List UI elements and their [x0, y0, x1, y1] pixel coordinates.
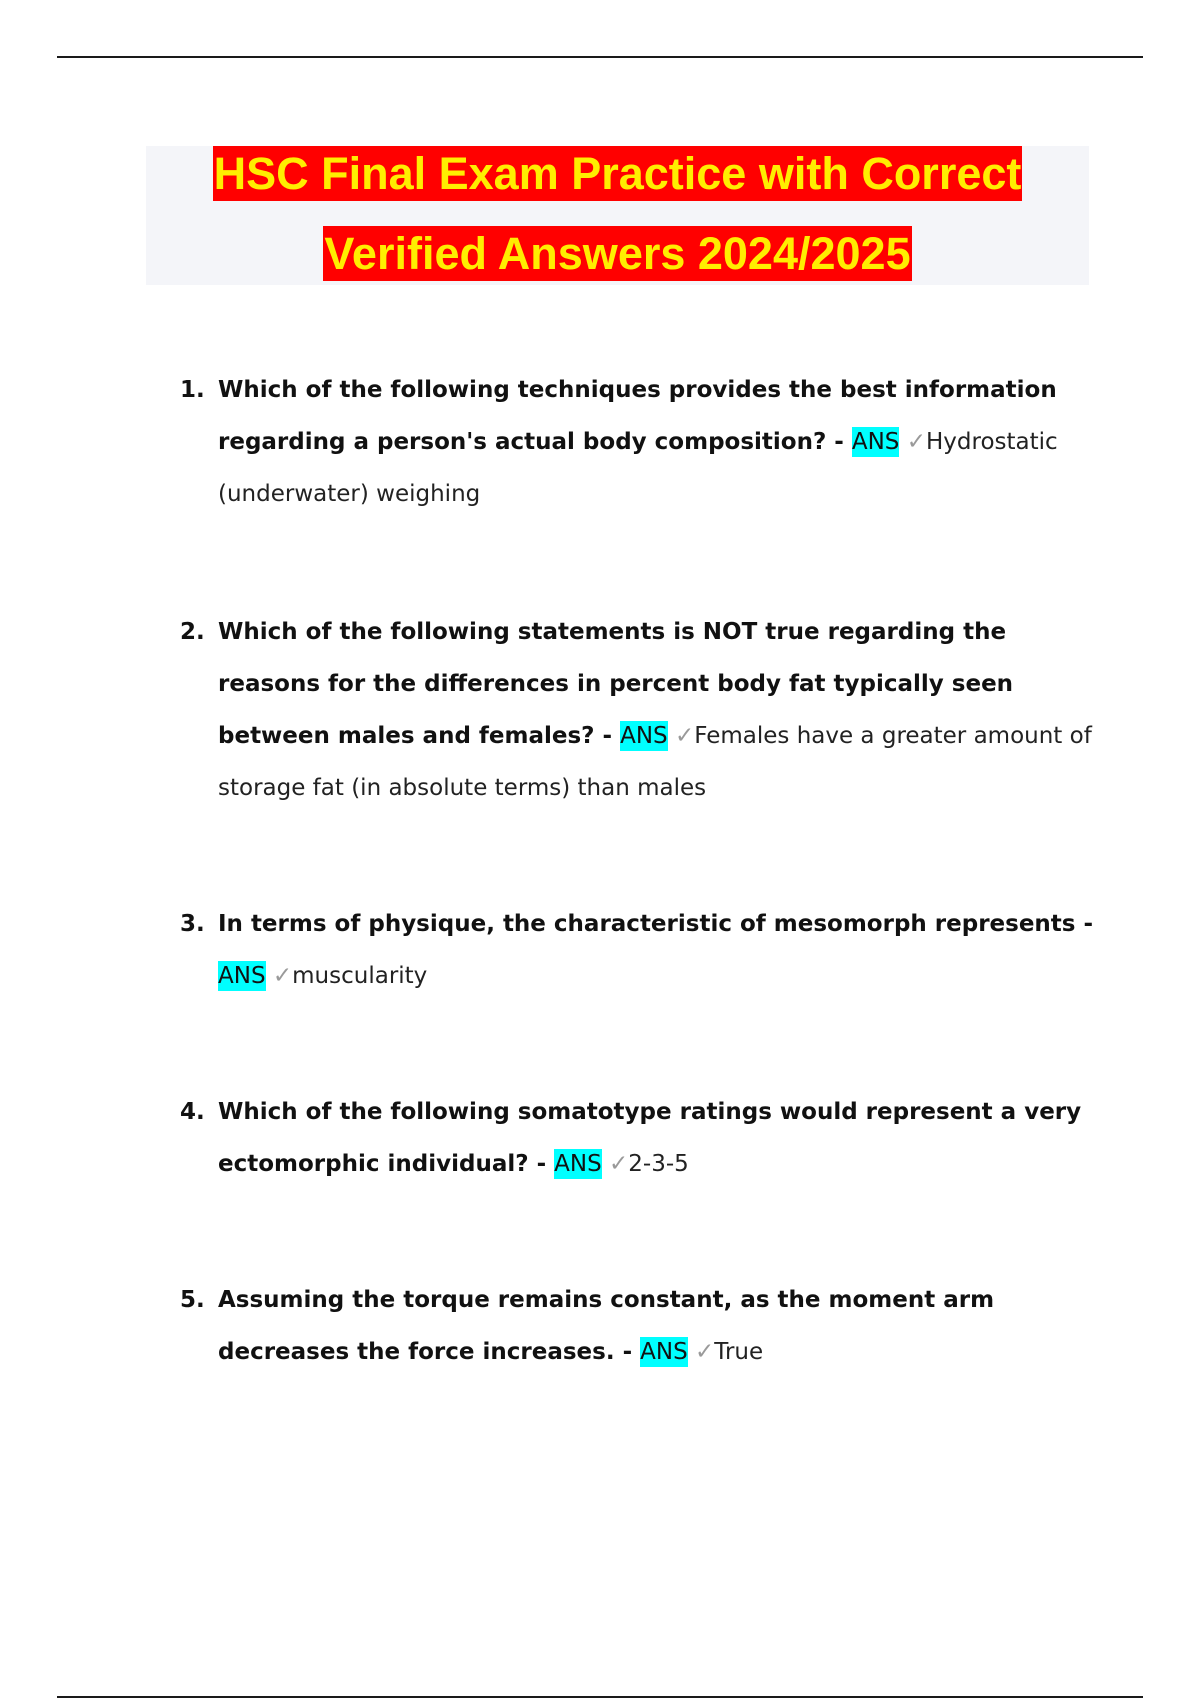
bottom-rule — [57, 1696, 1143, 1698]
question-number: 3. — [180, 911, 205, 937]
question-text: Assuming the torque remains constant, as the moment arm decreases the force increases. - — [218, 1287, 995, 1365]
check-icon: ✓ — [906, 429, 926, 455]
question-item — [180, 1274, 1100, 1378]
answer-tag: ANS — [851, 429, 900, 455]
question-item — [180, 364, 1100, 520]
question-number: 2. — [180, 619, 205, 645]
question-item — [180, 898, 1100, 1002]
answer-text: muscularity — [292, 963, 428, 989]
check-icon: ✓ — [695, 1339, 715, 1365]
answer-tag: ANS — [218, 963, 266, 989]
question-text: In terms of physique, the characteristic of mesomorph represents - — [218, 911, 1094, 937]
answer-tag: ANS — [554, 1151, 602, 1177]
answer-text: True — [714, 1339, 764, 1365]
question-text: Which of the following statements is NOT true regarding the reasons for the differences in percent body fat typically seen between males and females? - — [218, 619, 1014, 749]
check-icon: ✓ — [609, 1151, 629, 1177]
top-rule — [57, 56, 1143, 58]
answer-text: Females have a greater amount of storage fat (in absolute terms) than males — [218, 723, 1092, 801]
question-item — [180, 606, 1100, 814]
question-item — [180, 1086, 1100, 1190]
question-number: 5. — [180, 1287, 205, 1313]
answer-text: 2-3-5 — [628, 1151, 689, 1177]
question-number: 1. — [180, 377, 205, 403]
title-line-2 — [146, 226, 1089, 285]
question-text: Which of the following techniques provides the best information regarding a person's actual body composition? - — [218, 377, 1057, 455]
question-number: 4. — [180, 1099, 205, 1125]
title-line-2-text: Verified Answers 2024/2025 — [324, 228, 911, 279]
title-line-1-text: HSC Final Exam Practice with Correct — [213, 148, 1022, 199]
answer-text: Hydrostatic (underwater) weighing — [218, 429, 1058, 507]
answer-tag: ANS — [640, 1339, 688, 1365]
question-list — [180, 364, 1100, 1378]
document-title — [146, 146, 1089, 285]
answer-tag: ANS — [620, 723, 668, 749]
title-line-1 — [146, 146, 1089, 226]
check-icon: ✓ — [272, 963, 293, 989]
question-text: Which of the following somatotype ratings would represent a very ectomorphic individual? - — [218, 1099, 1082, 1177]
check-icon: ✓ — [674, 723, 695, 749]
